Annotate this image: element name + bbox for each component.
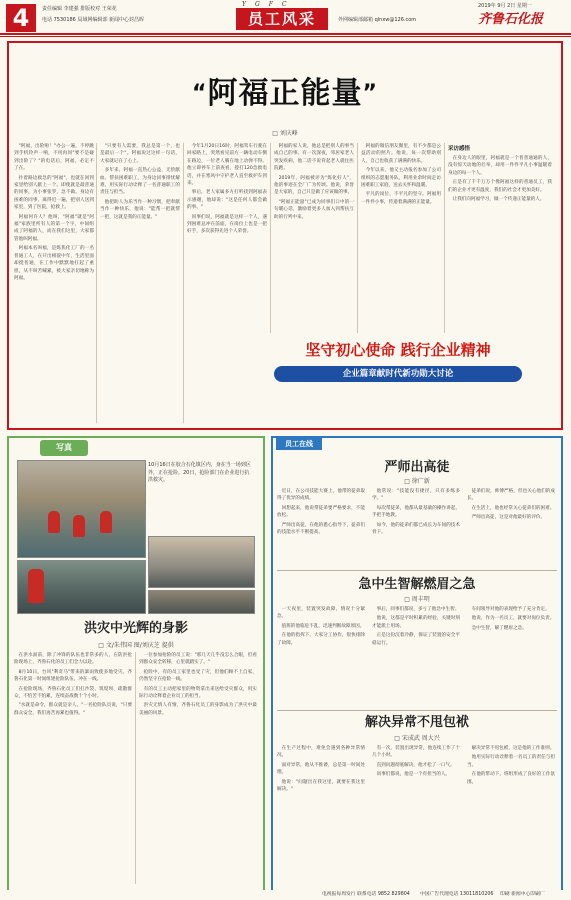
paragraph: 阿福何许人？他叫，"阿福"就是"阿福"家族里所有人的第一个字，中间组成了阿福的人，而在我们这里，大家都管他叫阿福。 [14,214,94,242]
story2-column-2 [372,606,460,706]
paragraph: 严师出高徒，在他的悉心指导下，徒弟们的技能水平不断提高。 [277,522,365,536]
newspaper-brand: 齐鲁石化报 [478,12,544,27]
paragraph: 解决异常不甩包袱，这是他的工作准则。 [471,746,555,751]
photo-tag: 写真 [40,440,88,456]
paragraph: 在他的带动下，班组形成了良好的工作氛围。 [467,772,555,785]
date-line: 2019年 9月 2日 星期一 [478,3,532,9]
column-divider [444,143,445,333]
flood-photo-small [148,590,255,614]
story3-title: 解决异常不甩包袱 [364,715,469,730]
paragraph: 徒弟们说，师傅严格，但也关心他们的成长。 [467,489,555,502]
paragraph: 他说，这都是平时积累的经验，关键时刻才能派上用场。 [372,616,460,629]
section-ygfc: YGFC [242,1,296,8]
paragraph: 多年来，阿福一直热心公益，无偿献血、帮扶困难职工，为身边同事排忧解难，用实际行动诠释了一名普通职工的责任与担当。 [100,168,180,196]
paragraph: 每次带徒弟，他都从最基础的操作讲起，手把手地教。 [372,505,460,519]
feature-byline: □ 刘庆峰 [272,130,298,137]
paragraph: 正是这份沉着冷静，保证了装置的安全平稳运行。 [372,633,460,646]
rescuer-figure [73,515,85,537]
footer-bar [0,890,571,900]
footer-right: 印刷 新闻中心印刷厂 [500,892,545,897]
employee-online-tag: 员工在线 [276,438,322,450]
section-title: 员工风采 [236,8,328,30]
story1-column-1 [277,488,365,566]
paragraph: 回想起来，他说带徒弟要严格要求，不能放松。 [277,505,365,519]
paragraph: 他常说："技能没有捷径，只有多练多学。" [372,489,460,502]
paragraph: 同事们说，阿福就是这样一个人，遇到困难总冲在前面，在岗位上也是一把好手，多次获得先进个人荣誉。 [187,214,267,235]
flood-column-2 [139,652,257,884]
paragraph: 今年以来，他又主动报名参加了公司组织的志愿服务队，利用业余时间走访困难职工家庭，送去关怀和温暖。 [361,168,441,189]
paragraph: 在生活上，他也经常关心徒弟们的困难。 [471,505,555,511]
slogan-block [248,340,548,384]
column-divider [357,143,358,333]
paragraph: 同事们都说，他是一个有担当的人。 [376,772,451,778]
paragraph: 近日，在公司技能大赛上，他带的徒弟取得了优异的成绩。 [277,489,365,502]
story3-column-2 [372,745,460,883]
paragraph: 急中生智，解了燃眉之急。 [471,625,527,631]
header-rule-thin [0,36,571,37]
paragraph: 他把助人为乐当作一种习惯，把奉献当作一种快乐，他说："能帮一把就帮一把，这就是我的正能量。" [100,199,180,220]
paragraph: 他说："问题出在我这里，就要在我这里解决。" [277,779,365,793]
story3-byline: □ 宋成武 周大兴 [394,735,440,742]
paragraph: 阿福本名叫福，是炼焦化工厂的一名普通工人，在开出相貌中年，生活里面却挺普通，在工作中默默地扛起了重担，从不叫苦喊累，被大家亲切地称为阿福。 [14,246,94,281]
header-rule [0,33,571,35]
story1-byline: □ 徐广新 [404,478,430,485]
paragraph: 在洪水面前，除了冲锋的队伍也非常多的人，在防洪抢险现场上，齐鲁石化的员工们全力以赴。 [14,653,132,666]
paragraph: 面对异常，他从不推诿，总是第一时间处理。 [277,762,365,776]
paragraph: 事后，同事们都说，多亏了他急中生智。 [376,607,460,612]
paragraph: 扑着路边救急的"阿福"，也就在回到家里给别人献上一个。即使就是最普通的同事，为小事张罗，急不做。身边有困难的同事，离得近一遍，把别人送到家里，到了医院，抢救上。 [14,175,94,211]
paragraph: 今年1月20日16时，阿福驾车行驶在回家路上，突然看见前方一辆电动车倒在路边，一位老人躺在地上动弹不得。他立即停车上前查看，拨打120急救电话，并在寒风中守护老人直至救护车到来。 [187,144,267,187]
column-divider [270,143,271,333]
flood-column-1 [14,652,132,884]
paragraph: 车间领导对他的表现给予了充分肯定。 [471,607,550,612]
page-number: 4 [6,4,36,32]
paragraph: 一天夜里，装置突发故障，情况十分紧急。 [277,607,365,620]
feature-column-5 [361,143,441,333]
paragraph: 8月10日，台风"利奇马"带来的暴雨致使多地受灾。齐鲁石化第一时间组建抢险队伍，冲在一线。 [14,669,132,683]
paragraph: 在抢险现场，齐鲁石化员工们扛沙袋、筑堤坝、疏散群众，不怕苦不怕累，连续奋战数十个小时。 [14,686,132,700]
reflection-text [448,155,552,203]
column-divider [96,143,97,423]
flood-story-byline: □ 文/朱伟国 图/刘庆芝 提供 [98,642,174,649]
feature-column-4 [274,143,354,333]
paragraph: 有的员工主动把家里的物资拿出来送给受灾群众，用实际行动诠释着企业员工的担当。 [139,686,257,700]
flood-photo-main [17,460,146,558]
story3-column-1 [277,745,365,883]
story-separator [277,570,557,571]
column-divider [183,143,184,423]
rescuer-figure [100,511,112,533]
paragraph: 有一次，装置出现异常，他连续工作了十几个小时。 [372,746,460,759]
story1-column-2 [372,488,460,566]
paragraph: 事后，老人家属多方打听找到阿福表示感谢，他却说："这是任何人都会做的事。" [187,190,267,211]
flood-photo-lower [17,560,146,614]
paragraph: "水就是命令，群众就是亲人。"一名抢险队员说，"只要群众安全，我们再苦再累也值得。" [14,703,132,716]
editor-line: 责任编辑 李建强 排版校对 王荣花 [42,6,117,12]
photo-caption: 10月16日在胶合石化镇区内，身在当一场到区外，正在抢险。20日，抢险部门在企业进行抗洪救灾。 [148,462,251,483]
feature-column-3 [187,143,267,333]
paragraph: "阿福，出险啦！"办公一遍，不停跳到手机铃声一响，不用再同"要不是碰到出险了？"的电话后，阿福，必定不了在。 [14,144,94,172]
feature-title-text: 阿福正能量 [207,76,363,111]
paragraph: 一位参加抢险的员工说："那几天几乎没怎么合眼，但看到群众安全转移，心里就踏实了。" [139,653,257,666]
paragraph: 他说，作为一名员工，就要对岗位负责。 [471,616,555,622]
paragraph: 抢险中，有的员工家里也受了灾，但他们顾不上自家，仍然坚守在抢险一线。 [139,669,257,683]
paragraph: 他用实际行动诠释着一名员工的责任与担当。 [467,755,555,768]
paragraph: 阿福的微信朋友圈里，有不少都是公益活动的照片。他说，每一次帮助别人，自己也收获了满满的快乐。 [361,144,441,164]
paragraph: 严师出高徒，这是对他最好的评价。 [471,515,546,521]
paragraph: 值班的他临危不乱，迅速判断故障原因。 [281,623,365,629]
paragraph: 直到问题彻底解决，他才松了一口气。 [376,762,455,768]
flood-story-title: 洪灾中光辉的身影 [83,621,188,636]
rescuer-figure [48,511,60,533]
slogan-banner: 企业篇章献时代新功勋大讨论 [274,366,522,382]
story2-title: 急中生智解燃眉之急 [358,577,476,592]
story1-title: 严师出高徒 [384,460,450,475]
paragraph: 在身边人的眼里，阿福就是一个普普通通的人，没有惊天动地的壮举，却用一件件平凡小事温暖着身边的每一个人。 [448,156,552,176]
slogan-main: 坚守初心使命 践行企业精神 [305,341,491,359]
story1-column-3 [467,488,555,566]
footer-mid: 中国广告代理电话 13011810206 [420,892,494,897]
story3-column-3 [467,745,555,883]
paragraph: 让我们向阿福学习，做一个传递正能量的人。 [452,197,545,203]
story-separator [277,710,557,711]
paragraph: "只要有人需要，我总是第一个，也是最后一个"。阿福说过这样一句话，大家就记在了心上。 [100,144,180,164]
paragraph: 平凡的岗位，不平凡的坚守。阿福用一件件小事，传递着满满的正能量。 [361,192,441,205]
story2-column-1 [277,606,365,706]
feature-title: “阿福正能量” [192,76,378,111]
column-divider [135,652,136,884]
email-line: 外网编辑部邮箱 qlnxw@126.com [338,17,417,23]
paragraph: 2019年，阿福被评为"炼化好人"，他的事迹在全厂广为传颂。他说，荣誉是大家的，自己只是做了应该做的事。 [274,175,354,196]
story2-column-3 [467,606,555,706]
paragraph: 阿福的家人说，他总是把别人的事当成自己的事。有一次深夜，邻居家老人突发疾病，他二话不说背起老人就往医院跑。 [274,144,354,172]
feature-column-1 [14,143,94,423]
flood-photo-side [148,536,255,588]
story2-byline: □ 周丰明 [404,596,430,603]
paragraph: 正是有了千千万万个像阿福这样的普通员工，我们的企业才更有温度，我们的社会才更加美好。 [448,180,552,193]
paragraph: 在他的指挥下，大家分工协作，很快排除了故障。 [277,633,365,646]
feature-column-2 [100,143,180,423]
paragraph: 如今，他的徒弟们都已成长为车间的技术骨干。 [372,522,460,536]
feature-column-6 [448,143,552,333]
phone-line: 电话 7530186 局域网编辑部 新闻中心封昌晖 [42,17,145,23]
raincoat-figure [28,569,44,603]
paragraph: "阿福正能量"已成为同事们口中的一句暖心话，激励着更多人加入到帮扶互助的行列中来。 [274,199,354,220]
reflection-heading: 采访感悟 [448,146,471,152]
footer-left: 电视报每周发行 联系电话 9852 829804 [322,892,410,897]
paragraph: 在生产过程中，难免会遇到各种异常情况。 [277,746,365,759]
paragraph: 洪灾无情人有情，齐鲁石化员工的身影成为了洪灾中最美丽的风景。 [139,703,257,716]
